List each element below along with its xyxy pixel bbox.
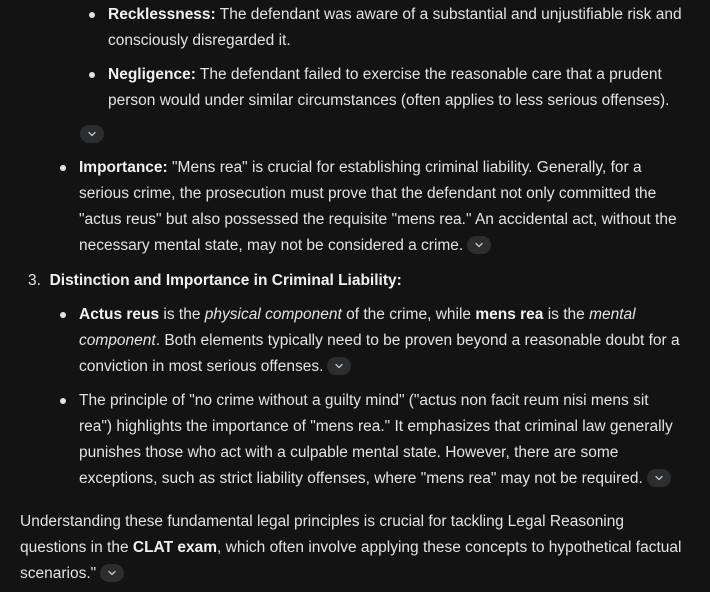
importance-text-line2: serious crime, the prosecution must prove that the defendant not only committed the (79, 185, 657, 202)
importance-text-line4-wrap (79, 233, 491, 259)
importance-text-line1: "Mens rea" is crucial for establishing criminal liability. Generally, for a (167, 159, 642, 176)
negligence-text-line1: The defendant failed to exercise the reasonable care that a prudent (195, 66, 662, 83)
term-importance: Importance: (79, 159, 168, 176)
expand-sources-button[interactable] (80, 125, 104, 143)
expand-sources-button[interactable] (647, 469, 671, 487)
conclusion-text: questions in the (20, 539, 133, 556)
section-heading-text: Distinction and Importance in Criminal Liability: (49, 272, 402, 289)
principle-line1: The principle of "no crime without a guilty mind" ("actus non facit reum nisi mens sit (79, 392, 649, 409)
expand-sources-button[interactable] (327, 357, 351, 375)
distinction-line3 (79, 354, 351, 380)
bullet-dot (89, 12, 95, 18)
distinction-text: is the (543, 306, 590, 323)
recklessness-text-line1: The defendant was aware of a substantial and unjustifiable risk and (215, 6, 682, 23)
distinction-text: conviction in most serious offenses. (79, 358, 324, 375)
term-clat-exam: CLAT exam (132, 539, 218, 556)
distinction-text: is the (159, 306, 205, 323)
list-item-negligence (108, 62, 662, 88)
distinction-line2 (79, 328, 680, 354)
importance-text-line4: necessary mental state, may not be considered a crime. (79, 237, 464, 254)
list-item-distinction (79, 302, 636, 328)
bullet-dot (60, 312, 66, 318)
bullet-dot (60, 398, 66, 404)
conclusion-text: scenarios." (20, 565, 97, 582)
principle-text: exceptions, such as strict liability offenses, where "mens rea" may not be required. (79, 470, 643, 487)
principle-line4 (79, 466, 671, 492)
emphasis-component: component (79, 332, 156, 349)
conclusion-line3 (20, 561, 124, 587)
term-mens-rea: mens rea (475, 306, 544, 323)
list-item-recklessness (108, 2, 682, 28)
distinction-text: of the crime, while (341, 306, 476, 323)
principle-line3: punishes those who act with a culpable mental state. However, there are some (79, 444, 619, 461)
term-recklessness: Recklessness: (108, 6, 216, 23)
term-actus-reus: Actus reus (79, 306, 160, 323)
conclusion-line2 (20, 535, 681, 561)
importance-text-line3: "actus reus" but also possessed the requisite "mens rea." An accidental act, without the (79, 211, 677, 228)
section-3-heading (28, 268, 402, 294)
term-negligence: Negligence: (108, 66, 196, 83)
bullet-dot (89, 72, 95, 78)
recklessness-text-line2: consciously disregarded it. (108, 32, 291, 49)
distinction-text: . Both elements typically need to be proven beyond a reasonable doubt for a (155, 332, 680, 349)
list-item-importance (79, 155, 642, 181)
list-number: 3. (28, 272, 41, 289)
chevron-down-icon (108, 569, 116, 577)
bullet-dot (60, 165, 66, 171)
principle-line2: rea") highlights the importance of "mens rea." It emphasizes that criminal law generally (79, 418, 673, 435)
expand-sources-button[interactable] (467, 236, 491, 254)
chevron-down-icon (655, 474, 663, 482)
emphasis-mental: mental (589, 306, 636, 323)
chevron-down-icon (475, 241, 483, 249)
chevron-down-icon (335, 362, 343, 370)
expand-sources-button[interactable] (100, 564, 124, 582)
emphasis-physical: physical component (204, 306, 342, 323)
chevron-down-icon (88, 130, 96, 138)
conclusion-text: , which often involve applying these concepts to hypothetical factual (217, 539, 682, 556)
conclusion-line1: Understanding these fundamental legal principles is crucial for tackling Legal Reasoning (20, 513, 624, 530)
negligence-text-line2: person would under similar circumstances (often applies to less serious offenses). (108, 92, 670, 109)
